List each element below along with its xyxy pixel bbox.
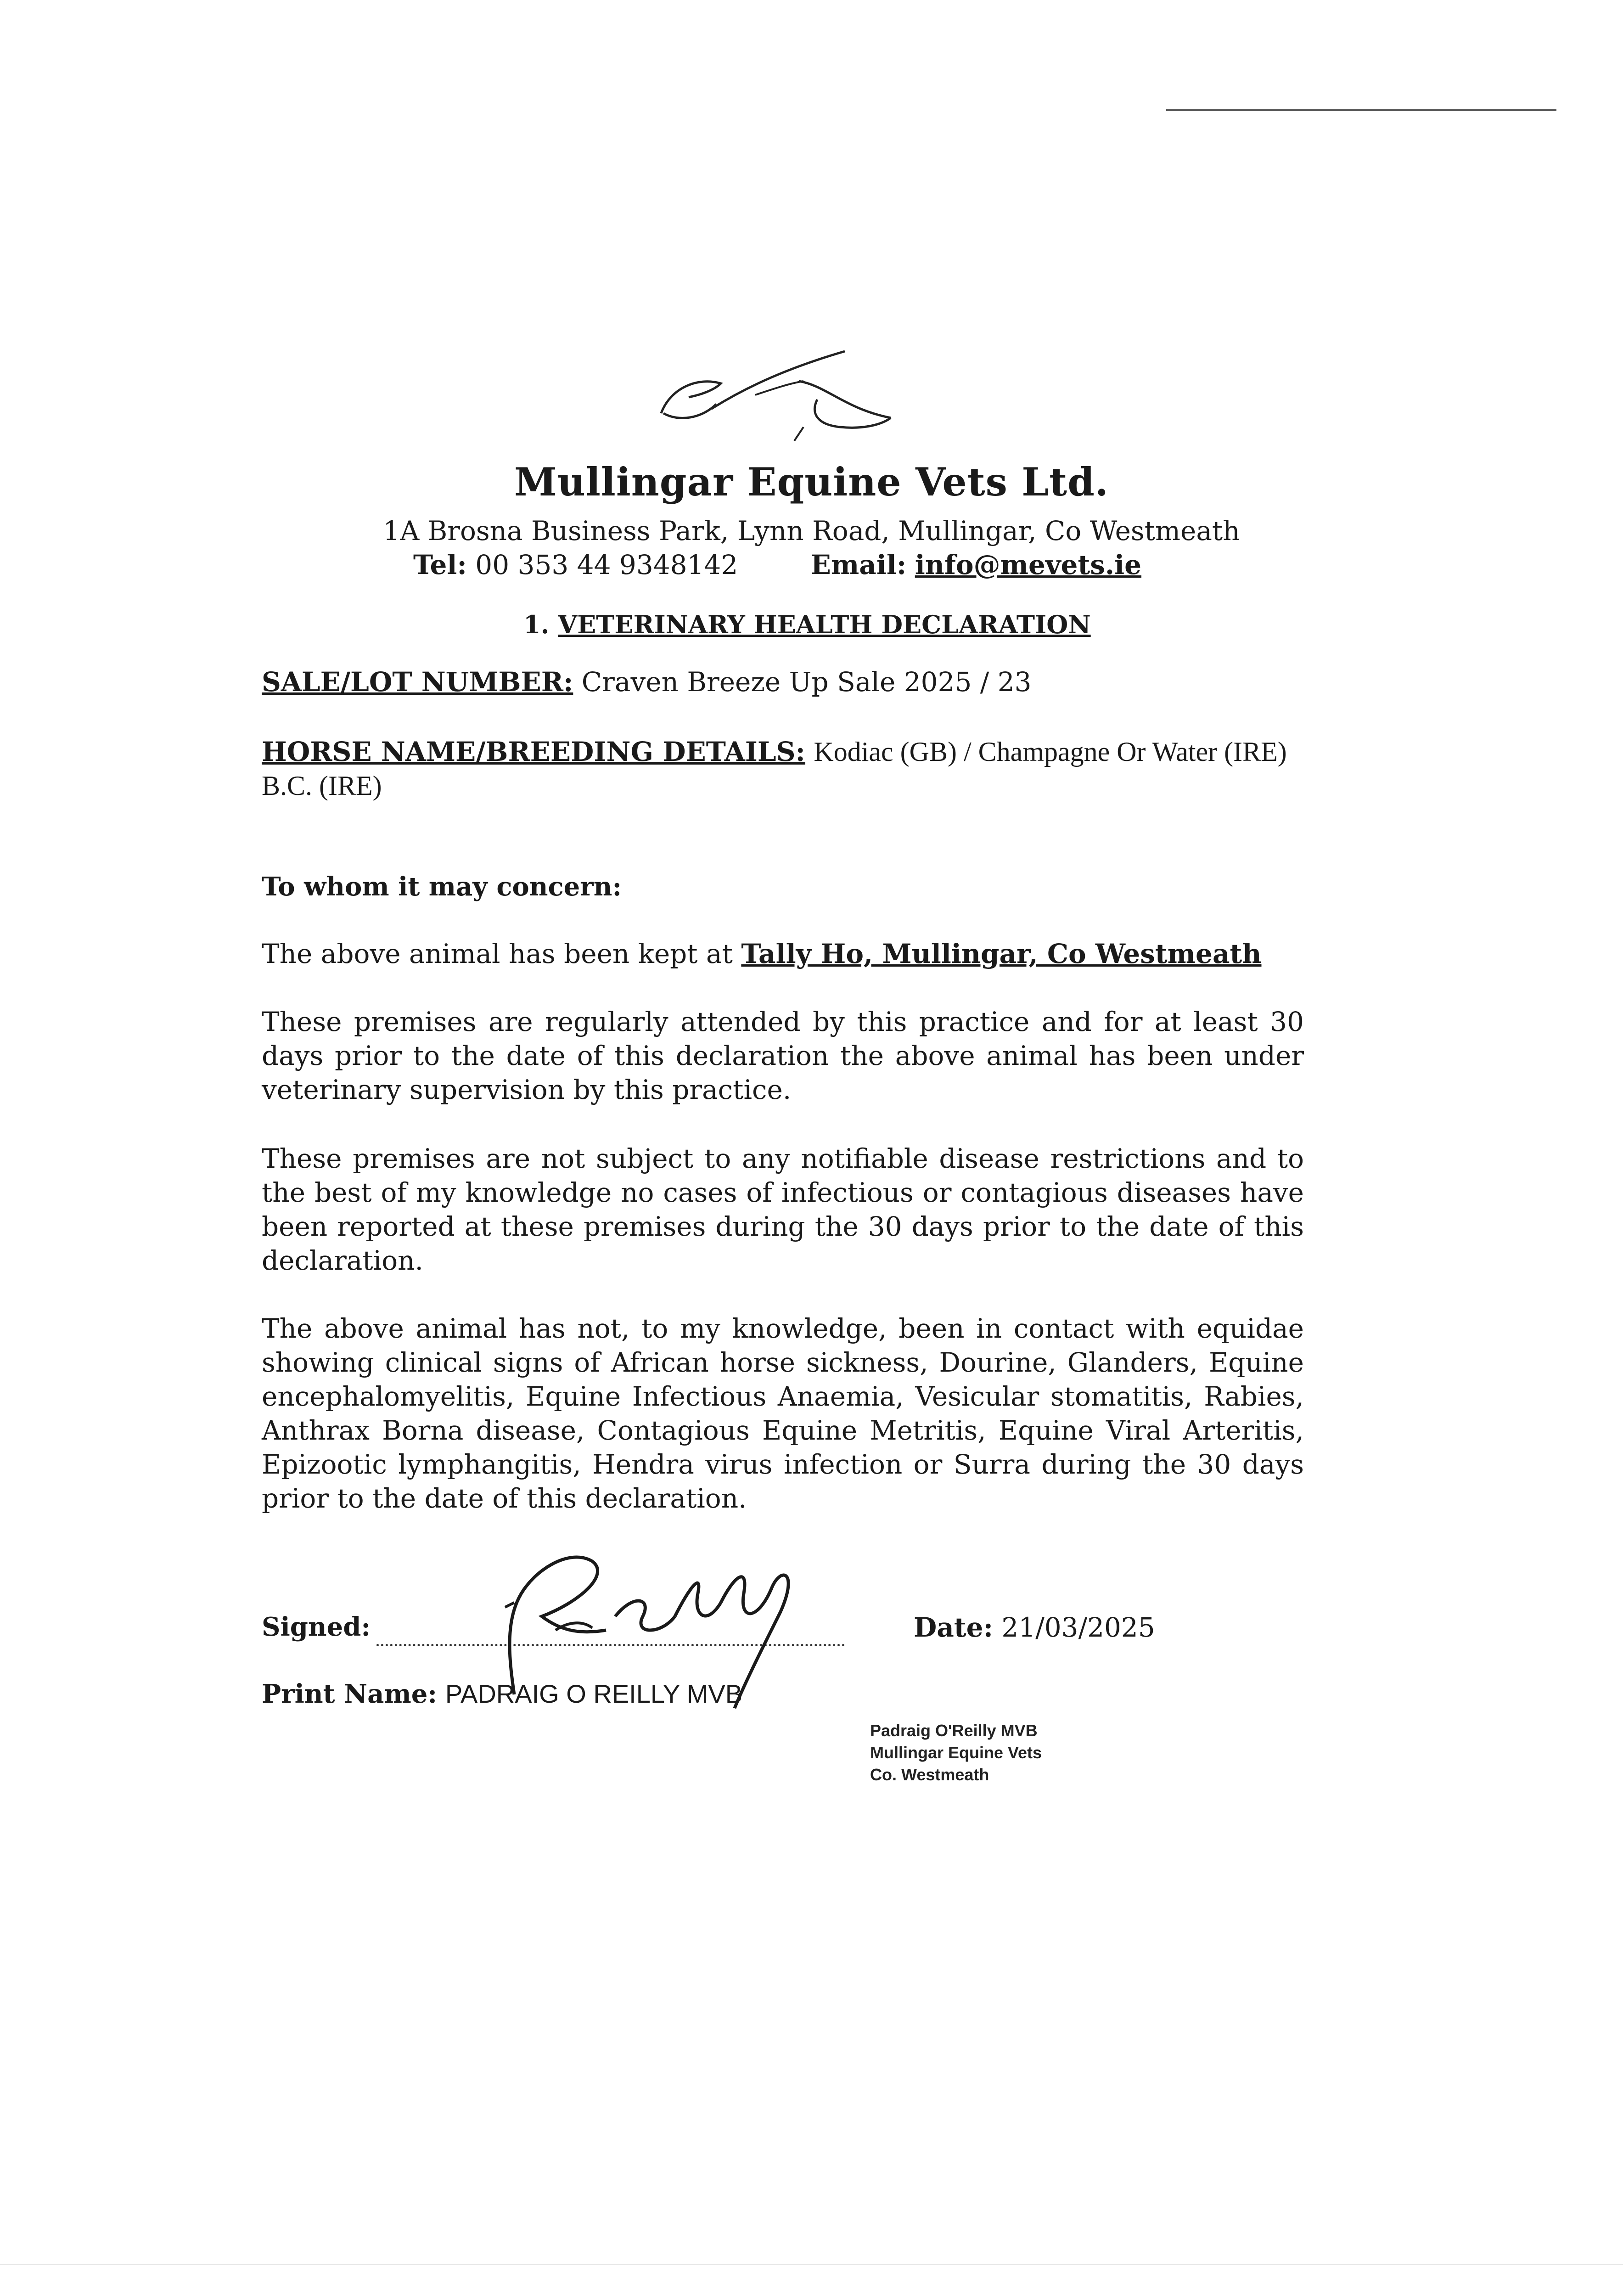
date-label: Date: xyxy=(914,1612,993,1643)
tel-value: 00 353 44 9348142 xyxy=(475,549,738,580)
horse-value: Kodiac (GB) / Champagne Or Water (IRE) B.C. (IRE) xyxy=(262,737,1287,801)
contact-paragraph: The above animal has not, to my knowledge, been in contact with equidae showing clinical signs of African horse sickness, Dourine, Glanders, Equine encephalomyelitis, Equine Infectious Anaemia, Vesicular stomatitis, Rabies, Anthrax Borna disease, Contagious Equine Metritis, Equine Viral Arteritis, Epizootic lymphangitis, Hendra virus infection or Surra during the 30 days prior to the date of this declaration. xyxy=(262,1313,1304,1514)
stamp-line: Co. Westmeath xyxy=(870,1765,989,1784)
document-number: 1. xyxy=(523,610,550,639)
top-divider xyxy=(1166,109,1556,111)
email-label: Email: xyxy=(810,549,907,580)
horse-field xyxy=(262,735,1318,803)
company-contact xyxy=(413,549,1331,580)
print-name-value: PADRAIG O REILLY MVB xyxy=(445,1679,743,1708)
horse-label: HORSE NAME/BREEDING DETAILS: xyxy=(262,736,805,767)
document-title xyxy=(523,610,1091,639)
stamp-line: Padraig O'Reilly MVB xyxy=(870,1721,1038,1740)
sale-lot-field xyxy=(262,665,1318,699)
company-address: 1A Brosna Business Park, Lynn Road, Mullingar, Co Westmeath xyxy=(383,515,1240,546)
stamp-line: Mullingar Equine Vets xyxy=(870,1743,1042,1762)
signed-label: Signed: xyxy=(262,1612,371,1642)
restrictions-paragraph: These premises are not subject to any notifiable disease restrictions and to the best of my knowledge no cases of infectious or contagious diseases have been reported at these premises during the 30 days prior to the date of this declaration. xyxy=(262,1143,1304,1276)
document-title-text: VETERINARY HEALTH DECLARATION xyxy=(558,610,1091,639)
email-link[interactable]: info@mevets.ie xyxy=(915,549,1142,580)
horse-head-logo-icon xyxy=(643,344,918,450)
kept-at-paragraph xyxy=(262,937,1304,971)
date-value: 21/03/2025 xyxy=(1001,1612,1155,1643)
kept-intro: The above animal has been kept at xyxy=(262,938,733,969)
print-name xyxy=(262,1679,742,1709)
date-block xyxy=(914,1612,1155,1643)
sale-lot-label: SALE/LOT NUMBER: xyxy=(262,666,573,698)
vet-stamp xyxy=(870,1720,1042,1786)
salutation: To whom it may concern: xyxy=(262,872,622,902)
tel-label: Tel: xyxy=(413,549,467,580)
supervision-paragraph: These premises are regularly attended by this practice and for at least 30 days prior to the date of this declaration the above animal has been under veterinary supervision by this practice. xyxy=(262,1006,1304,1105)
sale-lot-value: Craven Breeze Up Sale 2025 / 23 xyxy=(581,666,1032,698)
bottom-divider xyxy=(0,2264,1623,2265)
kept-premises: Tally Ho, Mullingar, Co Westmeath xyxy=(741,938,1262,969)
company-name: Mullingar Equine Vets Ltd. xyxy=(514,459,1109,505)
print-name-label: Print Name: xyxy=(262,1679,437,1709)
